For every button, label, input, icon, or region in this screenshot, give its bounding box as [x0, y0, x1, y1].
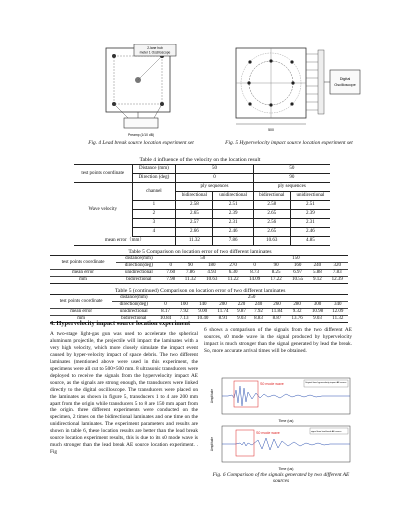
- t4-cell: 2: [132, 210, 176, 219]
- t5b-cell: 11.32: [328, 316, 348, 323]
- fig6-bottom-label: S0 mode wave: [256, 431, 280, 435]
- t5b-cell: 11.84: [267, 309, 287, 316]
- t5b-cell: 9.03: [233, 316, 250, 323]
- t5b-cell: 260: [267, 302, 287, 309]
- t4-cell: 2.51: [290, 201, 330, 210]
- t5b-cell: 8.91: [213, 316, 233, 323]
- t4-h-test-points: test points coordinate: [74, 165, 132, 183]
- t5b-cell: 8.17: [155, 309, 175, 316]
- t4-cell: 1: [132, 201, 176, 210]
- t4-h-bi-0: bidirectional: [176, 192, 213, 201]
- fig6-caption: Fig. 6 Comparison of the signals generated by two different AE sources: [212, 472, 350, 485]
- t5b-cell: 140: [193, 302, 213, 309]
- t4-cell: 2.31: [290, 219, 330, 228]
- fig4-caption: Fig. 4 Lead break source location experiment set: [88, 140, 194, 146]
- t5-h-distance: distance(mm): [116, 256, 162, 263]
- t5b-cell: 9.32: [287, 309, 307, 316]
- t5-cell: 11.32: [180, 277, 201, 284]
- t4-cell: 11.32: [176, 237, 213, 246]
- t5-cell: 6.30: [223, 270, 244, 277]
- fig4-lead-break-setup: [84, 44, 194, 138]
- table5: [50, 255, 348, 284]
- t4-h-mean-error: mean error（mm）: [74, 237, 176, 246]
- t5b-cell: 280: [287, 302, 307, 309]
- fig6-ylabel-top: Amplitude: [210, 388, 214, 404]
- t5b-cell: 0: [155, 302, 175, 309]
- table5b: [50, 294, 348, 323]
- table5-title: Table 5 Comparison on location error of two different laminates: [128, 249, 272, 255]
- t4-distance-1: 50: [253, 165, 330, 174]
- t4-cell: 10.63: [253, 237, 290, 246]
- t5b-cell: 100: [176, 302, 193, 309]
- t5b-h-direction: direction(deg): [112, 302, 155, 309]
- t5-h-mean-error: mean error: [50, 270, 116, 277]
- fig5-hypervelocity-setup: [222, 44, 362, 134]
- svg-text:meter 1 Oscilloscope: meter 1 Oscilloscope: [139, 50, 171, 55]
- fig6-xlabel-bottom: Time (us): [278, 467, 294, 471]
- t5b-distance: 250: [155, 295, 348, 302]
- t4-h-bi-1: bidirectional: [253, 192, 290, 201]
- t5-cell: 180: [201, 263, 223, 270]
- t5b-cell: 10.40: [193, 316, 213, 323]
- t5b-h-mm: mm: [50, 316, 112, 323]
- t5-cell: 7.60: [162, 270, 180, 277]
- t4-cell: 2.58: [253, 201, 290, 210]
- t5b-cell: 200: [213, 302, 233, 309]
- t5-h-test-points: test points coordinate: [50, 256, 116, 270]
- t5-cell: 10.63: [201, 277, 223, 284]
- t4-cell: 2.51: [213, 201, 253, 210]
- t4-cell: 2.39: [213, 210, 253, 219]
- t5b-cell: 13.76: [287, 316, 307, 323]
- t5b-h-distance: distance(mm): [112, 295, 155, 302]
- svg-text:Preamp (1/10 dB): Preamp (1/10 dB): [127, 133, 155, 137]
- t4-cell: 2.46: [213, 228, 253, 237]
- t5b-cell: 9.00: [193, 309, 213, 316]
- t4-cell: 2.31: [213, 219, 253, 228]
- t4-h-ply-1: ply sequences: [253, 183, 330, 192]
- t5-cell: 4.93: [201, 270, 223, 277]
- t5-h-uni: unidirectional: [116, 270, 162, 277]
- t5b-h-mean-error: mean error: [50, 309, 112, 316]
- t4-cell: 4: [132, 228, 176, 237]
- t5b-cell: 240: [250, 302, 267, 309]
- t5-distance-0: 50: [162, 256, 244, 263]
- t5-cell: 270: [223, 263, 244, 270]
- t4-cell: 2.66: [176, 228, 213, 237]
- t5-cell: 8.73: [244, 270, 266, 277]
- t5-cell: 7.83: [326, 270, 348, 277]
- t5-cell: 90: [180, 263, 201, 270]
- t5b-cell: 340: [328, 302, 348, 309]
- section-heading: 4. Hypervelocity impact source location experiment: [50, 320, 191, 327]
- t5-cell: 0: [244, 263, 266, 270]
- fig5-caption: Fig. 5 Hypervelocity impact source location experiment set: [225, 140, 353, 146]
- t4-h-direction: Direction (deg): [132, 174, 176, 183]
- fig6-top-label: S0 mode wave: [260, 382, 284, 386]
- t5-cell: 14.09: [244, 277, 266, 284]
- table4: [74, 164, 330, 246]
- t5-cell: 8.25: [265, 270, 287, 277]
- fig6-xlabel-top: Time (us): [278, 419, 294, 423]
- svg-text:2-lane hub: 2-lane hub: [147, 46, 163, 50]
- t4-h-channel: channel: [132, 183, 176, 201]
- t5b-cell: 220: [233, 302, 250, 309]
- t5b-cell: 9.03: [307, 316, 327, 323]
- fig6-signal-comparison: [208, 376, 354, 472]
- t4-direction-1: 90: [253, 174, 330, 183]
- t5b-cell: 12.09: [328, 309, 348, 316]
- t4-cell: 2.65: [253, 228, 290, 237]
- t5b-h-uni: unidirectional: [112, 309, 155, 316]
- t5b-h-test-points: test points coordinate: [50, 295, 112, 309]
- t4-cell: 2.57: [176, 219, 213, 228]
- t5b-cell: 7.92: [176, 309, 193, 316]
- t4-cell: 2.65: [253, 210, 290, 219]
- t4-h-uni-1: unidirectional: [290, 192, 330, 201]
- t5b-cell: 8.87: [267, 316, 287, 323]
- t5-h-direction: direction(deg): [116, 263, 162, 270]
- t5b-cell: 10.84: [155, 316, 175, 323]
- t5-cell: 17.22: [265, 277, 287, 284]
- right-column-text: 6 shows a comparison of the signals from the two different AE sources, s0 mode wave in the signal produced by hypervelocity impact is much stronger than the signal generated by lead the break. So, more accurate arrival times will be obtained.: [204, 327, 352, 354]
- t5b-cell: 10.98: [307, 309, 327, 316]
- t4-distance-0: 50: [176, 165, 253, 174]
- fig6-bottom-legend: signal from lead break AE source: [311, 431, 342, 433]
- t5b-cell: 8.83: [250, 316, 267, 323]
- table5b-title: Table 5 (continued) Comparison on location error of two different laminates: [115, 288, 286, 294]
- left-column-text: A two-stage light-gas gun was used to accelerate the spherical aluminum projectile, the projectile will impact the laminates with a very high velocity, which more closely simulate the impact event caused by hyper-velocity impact of space debris. The two different laminates (mentioned above were used in this experiment, the specimens were all cut to 500×500 mm. 8 ultrasonic transducers were deployed to receive the signals from the hypervelocity impact AE source, as the signals are strong enough, the transducers were linked directly to the digital oscilloscope. The transducers were placed on the laminates as shown in figure 5, transducers 1 to 4 are 200 mm apart from the origin while transducers 5 to 8 are 150 mm apart from the origin. three different experiments were conducted on the specimen, 2 times on the bidirectional laminates and one time on the unidirectional laminates. The experiment parameters and results are shown in table 6, these location results are better than the lead break source location experiment results, this is due to its s0 mode wave is much stronger than the lead break AE source location experiment. . Fig: [50, 331, 198, 456]
- t4-h-uni-0: unidirectional: [213, 192, 253, 201]
- t5b-cell: 9.87: [233, 309, 250, 316]
- t4-cell: 2.65: [176, 210, 213, 219]
- t5-cell: 90: [265, 263, 287, 270]
- t4-cell: 2.46: [290, 228, 330, 237]
- t5-cell: 7.86: [180, 270, 201, 277]
- t5b-h-bi: bidirectional: [112, 316, 155, 323]
- t4-mean-row: [74, 237, 330, 246]
- svg-text:Oscilloscope: Oscilloscope: [334, 83, 356, 87]
- t4-cell: 3: [132, 219, 176, 228]
- t4-h-ply-0: ply sequences: [176, 183, 253, 192]
- t5-cell: 12.39: [326, 277, 348, 284]
- t5-distance-1: 150: [244, 256, 348, 263]
- t5-cell: 11.22: [223, 277, 244, 284]
- t5-cell: 240: [308, 263, 326, 270]
- table4-title: Table 4 influence of the velocity on the location result: [139, 157, 261, 163]
- t5b-cell: 300: [307, 302, 327, 309]
- t4-cell: 2.56: [253, 219, 290, 228]
- t5-h-mm: mm: [50, 277, 116, 284]
- t5-cell: 320: [326, 263, 348, 270]
- t4-h-wave-velocity: Wave velocity: [74, 183, 132, 237]
- t5-cell: 6.97: [287, 270, 309, 277]
- t5-cell: 0: [162, 263, 180, 270]
- t5-h-bi: bidirectional: [116, 277, 162, 284]
- t5-cell: 9.12: [308, 277, 326, 284]
- t4-cell: 2.39: [290, 210, 330, 219]
- t5b-cell: 7.13: [176, 316, 193, 323]
- fig6-ylabel-bottom: Amplitude: [210, 436, 214, 452]
- t5b-cell: 11.74: [213, 309, 233, 316]
- t4-cell: 2.58: [176, 201, 213, 210]
- t4-cell: 4.85: [290, 237, 330, 246]
- t4-h-distance: Distance (mm): [132, 165, 176, 174]
- svg-text:Digital: Digital: [339, 77, 351, 81]
- fig6-top-legend: Original from hypervelocity impact AE source: [305, 382, 347, 384]
- t5-cell: 7.98: [162, 277, 180, 284]
- svg-text:500: 500: [268, 128, 274, 132]
- t5-cell: 10.55: [287, 277, 309, 284]
- t4-cell: 7.86: [213, 237, 253, 246]
- t5b-cell: 7.92: [250, 309, 267, 316]
- t4-direction-0: 0: [176, 174, 253, 183]
- t5-cell: 160: [287, 263, 309, 270]
- t5-cell: 5.88: [308, 270, 326, 277]
